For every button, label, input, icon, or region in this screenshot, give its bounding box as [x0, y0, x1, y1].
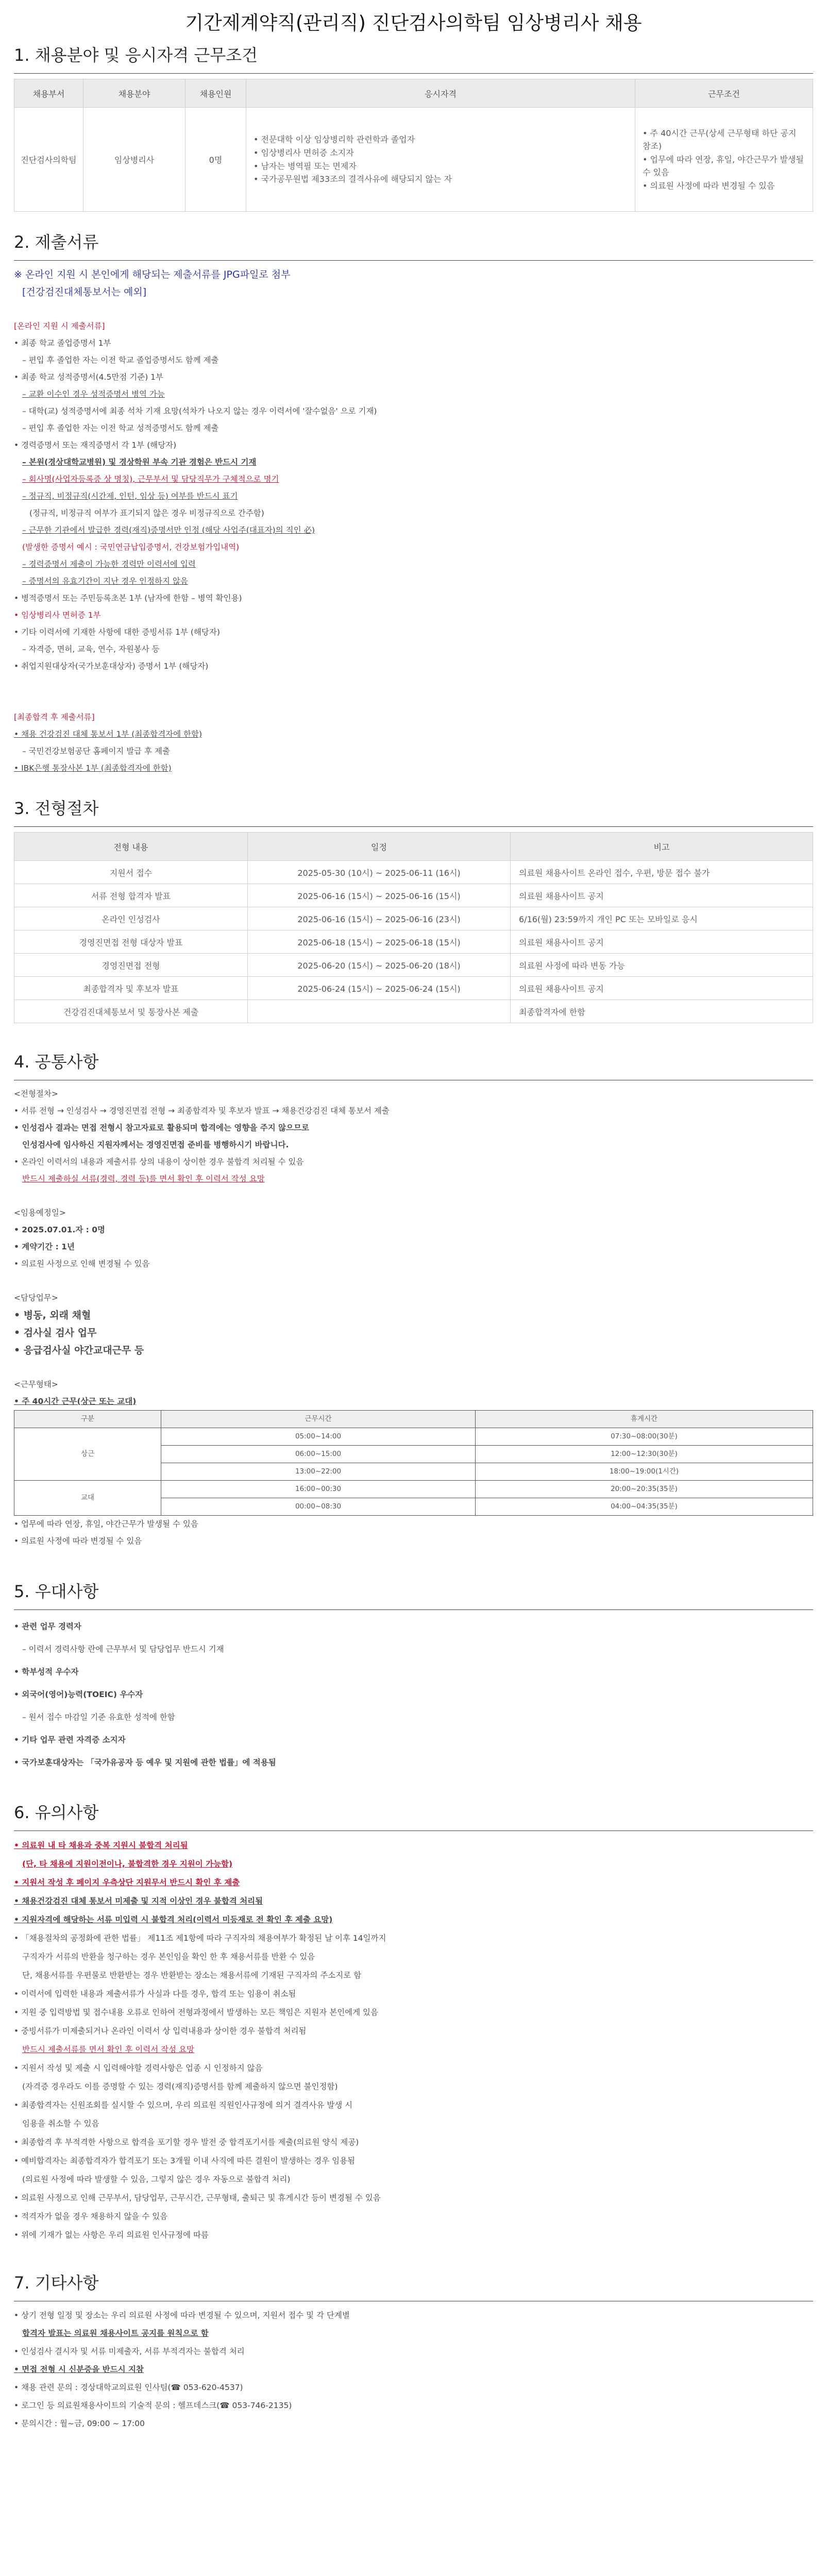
- list-item: • 학부성적 우수자: [14, 1667, 79, 1676]
- cell-step: 최종합격자 및 후보자 발표: [14, 977, 248, 1000]
- section-title-3: 3. 전형절차: [14, 792, 813, 827]
- cell-date: 2025-06-16 (15시) ~ 2025-06-16 (15시): [248, 884, 511, 907]
- cell-hours: 13:00~22:00: [161, 1463, 476, 1481]
- list-item: • 의료원 사정에 따라 변경될 수 있음: [643, 179, 805, 193]
- list-item: • 적격자가 없을 경우 채용하지 않을 수 있음: [14, 2212, 168, 2221]
- list-item: (단, 타 채용에 지원이전이나, 불합격한 경우 지원이 가능함): [22, 1859, 233, 1869]
- list-item: • 로그인 등 의료원채용사이트의 기술적 문의 : 헬프데스크(☎ 053-746-2135): [14, 2401, 292, 2410]
- col-header: 휴게시간: [476, 1411, 813, 1428]
- table-row: [14, 977, 813, 1000]
- list-item: • 지원 중 입력방법 및 접수내용 오류로 인하여 전형과정에서 발생하는 모든 책임은 지원자 본인에게 있음: [14, 2008, 378, 2017]
- table-row: [14, 907, 813, 930]
- list-item: • 「채용절차의 공정화에 관한 법률」 제11조 제1항에 따라 구직자의 채용여부가 확정된 날 이후 14일까지: [14, 1934, 386, 1943]
- list-item: • 업무에 따라 연장, 휴일, 야간근무가 발생될 수 있음: [643, 153, 805, 179]
- cell-note: 의료원 채용사이트 온라인 접수, 우편, 방문 접수 불가: [511, 861, 813, 884]
- col-header: 비고: [511, 833, 813, 861]
- list-item: – 교환 이수인 경우 성적증명서 병역 가능: [22, 389, 165, 399]
- submit-docs: [14, 266, 813, 777]
- cell-type: 상근: [14, 1428, 161, 1481]
- list-item: • 남자는 병역필 또는 면제자: [254, 160, 628, 173]
- cell-field: 임상병리사: [83, 108, 185, 212]
- list-item: • 외국어(영어)능력(TOEIC) 우수자: [14, 1690, 143, 1699]
- cell-step: 지원서 접수: [14, 861, 248, 884]
- cell-step: 온라인 인성검사: [14, 907, 248, 930]
- list-item: • 채용 관련 문의 : 경상대학교의료원 인사팀(☎ 053-620-4537): [14, 2383, 243, 2392]
- col-header: 근무시간: [161, 1411, 476, 1428]
- section-title-2: 2. 제출서류: [14, 226, 813, 261]
- list-item: 구직자가 서류의 반환을 청구하는 경우 본인임을 확인 한 후 채용서류를 반환 수 있음: [22, 1952, 315, 1961]
- list-item: (발생한 증명서 예시 : 국민연금납입증명서, 건강보험가입내역): [22, 543, 240, 552]
- list-item: • 온라인 이력서의 내용과 제출서류 상의 내용이 상이한 경우 불합격 처리될 수 있음: [14, 1157, 304, 1166]
- table-row: [14, 108, 813, 212]
- cell-date: 2025-06-16 (15시) ~ 2025-06-16 (23시): [248, 907, 511, 930]
- col-header: 전형 내용: [14, 833, 248, 861]
- list-item: • 국가공무원법 제33조의 결격사유에 해당되지 않는 자: [254, 173, 628, 186]
- cell-conditions: [635, 108, 813, 212]
- list-item: • 최종합격자는 신원조회를 실시할 수 있으며, 우리 의료원 직원인사규정에 의거 결격사유 발생 시: [14, 2100, 353, 2110]
- recruit-table: [14, 79, 813, 212]
- list-item: • 임상병리사 면허증 소지자: [254, 146, 628, 160]
- table-row: [14, 884, 813, 907]
- list-item: • 주 40시간 근무(상세 근무형태 하단 공지 참조): [643, 127, 805, 153]
- col-header: 채용인원: [185, 79, 246, 108]
- cell-note: 6/16(월) 23:59까지 개인 PC 또는 모바일로 응시: [511, 907, 813, 930]
- list-item: • 기타 업무 관련 자격증 소지자: [14, 1735, 126, 1744]
- notice-line: ※ 온라인 지원 시 본인에게 해당되는 제출서류를 JPG파일로 첨부: [14, 269, 291, 280]
- cell-step: 경영진면접 전형 대상자 발표: [14, 930, 248, 954]
- list-item: – 원서 접수 마감일 기준 유효한 성적에 한함: [22, 1713, 175, 1722]
- subheading: <전형절차>: [14, 1089, 58, 1098]
- cell-count: 0명: [185, 108, 246, 212]
- list-item: – 근무한 기관에서 발급한 경력(재직)증명서만 인정 (해당 사업주(대표자)의 직인 必): [22, 526, 315, 535]
- cell-date: 2025-06-20 (15시) ~ 2025-06-20 (18시): [248, 954, 511, 977]
- list-item: • 채용 건강검진 대체 통보서 1부 (최종합격자에 한함): [14, 730, 202, 739]
- list-item: • 병동, 외래 채혈: [14, 1310, 91, 1321]
- col-header: 응시자격: [246, 79, 635, 108]
- list-item: • 지원서 작성 후 페이지 우측상단 지원무서 반드시 확인 후 제출: [14, 1878, 240, 1887]
- list-item: – 편입 후 졸업한 자는 이전 학교 졸업증명서도 함께 제출: [22, 355, 219, 365]
- list-item: • 최종 학교 성적증명서(4.5만점 기준) 1부: [14, 372, 164, 382]
- list-item: • 지원자격에 해당하는 서류 미입력 시 불합격 처리(이력서 미등재로 전 확인 후 제출 요망): [14, 1915, 333, 1924]
- list-item: • 의료원 내 타 채용과 중복 지원시 불합격 처리됨: [14, 1841, 188, 1850]
- table-row: [14, 1428, 813, 1446]
- cell-break: 18:00~19:00(1시간): [476, 1463, 813, 1481]
- list-item: (자격증 경우라도 이를 증명할 수 있는 경력(재직)증명서를 함께 제출하지 않으면 불인정함): [22, 2082, 338, 2091]
- subheading: <담당업무>: [14, 1293, 58, 1302]
- list-item: • 최종 학교 졸업증명서 1부: [14, 338, 111, 348]
- section-title-1: 1. 채용분야 및 응시자격 근무조건: [14, 39, 813, 74]
- subheading: <임용예정일>: [14, 1208, 66, 1217]
- list-item: – 자격증, 면허, 교육, 연수, 자원봉사 등: [22, 645, 160, 654]
- list-item: – 본원(경상대학교병원) 및 경상학원 부속 기관 경험은 반드시 기재: [22, 457, 257, 467]
- list-item: (의료원 사정에 따라 발생할 수 있음, 그렇지 않은 경우 자동으로 불합격 처리): [22, 2175, 291, 2184]
- cell-dept: 진단검사의학팀: [14, 108, 83, 212]
- table-header-row: [14, 79, 813, 108]
- cell-note: 의료원 채용사이트 공지: [511, 884, 813, 907]
- table-row: [14, 1481, 813, 1498]
- list-item: • 의료원 사정으로 인해 변경될 수 있음: [14, 1259, 150, 1268]
- cell-hours: 16:00~00:30: [161, 1481, 476, 1498]
- cell-type: 교대: [14, 1481, 161, 1516]
- list-item: • 응급검사실 야간교대근무 등: [14, 1345, 144, 1356]
- process-table: [14, 832, 813, 1023]
- table-header-row: [14, 1411, 813, 1428]
- table-header-row: [14, 833, 813, 861]
- list-item: • 계약기간 : 1년: [14, 1242, 75, 1251]
- list-item: • 이력서에 입력한 내용과 제출서류가 사실과 다를 경우, 합격 또는 임용이 취소됨: [14, 1989, 296, 1998]
- col-header: 일정: [248, 833, 511, 861]
- list-item: – 편입 후 졸업한 자는 이전 학교 성적증명서도 함께 제출: [22, 423, 219, 433]
- list-item: • 의료원 사정으로 인해 근무부서, 담당업무, 근무시간, 근무형태, 출퇴근 및 휴게시간 등이 변경될 수 있음: [14, 2193, 381, 2202]
- section-title-6: 6. 유의사항: [14, 1797, 813, 1831]
- list-item: • 관련 업무 경력자: [14, 1622, 81, 1631]
- cell-quals: [246, 108, 635, 212]
- list-item: 단, 채용서류를 우편물로 반환받는 경우 반환받는 장소는 채용서류에 기재된 구직자의 주소지로 함: [22, 1971, 362, 1980]
- list-item: • 국가보훈대상자는 「국가유공자 등 예우 및 지원에 관한 법률」에 적용됨: [14, 1758, 276, 1767]
- quals-list: [254, 133, 628, 185]
- list-item: • 2025.07.01.자 : 0명: [14, 1225, 105, 1234]
- col-header: 채용분야: [83, 79, 185, 108]
- list-item: (정규직, 비정규직 여부가 표기되지 않은 경우 비정규직으로 간주함): [29, 509, 264, 518]
- cell-note: 의료원 채용사이트 공지: [511, 977, 813, 1000]
- cell-hours: 06:00~15:00: [161, 1446, 476, 1463]
- list-item: • 전문대학 이상 임상병리학 관련학과 졸업자: [254, 133, 628, 146]
- cell-break: 07:30~08:00(30분): [476, 1428, 813, 1446]
- list-item: – 이력서 경력사항 란에 근무부서 및 담당업무 반드시 기재: [22, 1645, 224, 1654]
- list-item: – 경력증명서 제출이 가능한 경력만 이력서에 입력: [22, 560, 196, 569]
- list-item: – 증명서의 유효기간이 지난 경우 인정하지 않음: [22, 577, 188, 586]
- col-header: 채용부서: [14, 79, 83, 108]
- list-item: • 채용건강검진 대체 통보서 미제출 및 지적 이상인 경우 불합격 처리됨: [14, 1896, 263, 1906]
- list-item: • 경력증명서 또는 재직증명서 각 1부 (해당자): [14, 440, 177, 450]
- notice-line: [건강검진대체통보서는 예외]: [22, 286, 147, 298]
- table-row: [14, 861, 813, 884]
- cell-date: [248, 1000, 511, 1023]
- subheading: [최종합격 후 제출서류]: [14, 713, 95, 722]
- list-item: – 국민건강보험공단 홈페이지 발급 후 제출: [22, 747, 170, 756]
- cell-step: 경영진면접 전형: [14, 954, 248, 977]
- section-title-5: 5. 우대사항: [14, 1575, 813, 1610]
- list-item: • IBK은행 통장사본 1부 (최종합격자에 한함): [14, 764, 172, 773]
- preference-section: [14, 1615, 813, 1774]
- table-row: [14, 930, 813, 954]
- list-item: 인성검사에 임사하신 지원자께서는 경영진면접 준비를 병행하시기 바랍니다.: [22, 1140, 289, 1149]
- list-item: 반드시 제출서류를 면서 확인 후 이력서 작성 요망: [22, 2045, 194, 2054]
- list-item: • 서류 전형 → 인성검사 → 경영진면접 전형 → 최종합격자 및 후보자 발표 → 채용건강검진 대체 통보서 제출: [14, 1106, 390, 1115]
- col-header: 근무조건: [635, 79, 813, 108]
- list-item: 합격자 발표는 의료원 채용사이트 공지를 원칙으로 함: [22, 2329, 209, 2338]
- cell-date: 2025-05-30 (10시) ~ 2025-06-11 (16시): [248, 861, 511, 884]
- list-item: • 중빙서류가 미제출되거나 온라인 이력서 상 입력내용과 상이한 경우 불합격 처리됨: [14, 2026, 307, 2036]
- cell-note: 의료원 채용사이트 공지: [511, 930, 813, 954]
- cell-step: 서류 전형 합격자 발표: [14, 884, 248, 907]
- etc-section: [14, 2307, 813, 2433]
- cell-note: 의료원 사정에 따라 변동 가능: [511, 954, 813, 977]
- list-item: – 정규직, 비정규직(시간제, 인턴, 임상 등) 여부를 반드시 표기: [22, 492, 238, 501]
- table-row: [14, 1000, 813, 1023]
- list-item: • 면접 전형 시 신분증을 반드시 지참: [14, 2365, 144, 2374]
- list-item: 반드시 제출하실 서류(경력, 경력 등)를 면서 확인 후 이력서 작성 요망: [22, 1174, 265, 1183]
- list-item: – 대학(교) 성적증명서에 최종 석차 기재 요망(석차가 나오지 않는 경우 이력서에 '잘수없음' 으로 기재): [22, 406, 377, 416]
- cell-hours: 00:00~08:30: [161, 1498, 476, 1516]
- list-item: • 상기 전형 일정 및 장소는 우리 의료원 사정에 따라 변경될 수 있으며, 지원서 접수 및 각 단계별: [14, 2311, 350, 2320]
- section-title-7: 7. 기타사항: [14, 2267, 813, 2301]
- cell-note: 최종합격자에 한함: [511, 1000, 813, 1023]
- list-item: • 지원서 작성 및 제출 시 입력해야할 경력사항은 업종 시 인정하지 않음: [14, 2063, 263, 2073]
- col-header: 구분: [14, 1411, 161, 1428]
- caution-section: [14, 1836, 813, 2244]
- cell-break: 12:00~12:30(30분): [476, 1446, 813, 1463]
- cell-date: 2025-06-24 (15시) ~ 2025-06-24 (15시): [248, 977, 511, 1000]
- section-title-4: 4. 공통사항: [14, 1046, 813, 1080]
- list-item: • 취업지원대상자(국가보훈대상자) 증명서 1부 (해당자): [14, 662, 209, 671]
- list-item: – 회사명(사업자등록증 상 명칭), 근무부서 및 담당직무가 구체적으로 명기: [22, 474, 279, 484]
- common-section: [14, 1086, 813, 1550]
- list-item: • 기타 이력서에 기재한 사항에 대한 증빙서류 1부 (해당자): [14, 628, 220, 637]
- list-item: • 위에 기재가 없는 사항은 우리 의료원 인사규정에 따름: [14, 2230, 209, 2240]
- list-item: • 문의시간 : 월~금, 09:00 ~ 17:00: [14, 2419, 145, 2428]
- list-item: • 인성검사 결과는 면접 전형시 참고자료로 활용되며 합격에는 영향을 주지 않으므로: [14, 1123, 309, 1132]
- subheading: [온라인 지원 시 제출서류]: [14, 321, 105, 331]
- list-item: • 병적증명서 또는 주민등록초본 1부 (남자에 한함 – 병역 확인용): [14, 594, 242, 603]
- subheading: <근무형태>: [14, 1380, 58, 1389]
- cell-break: 20:00~20:35(35분): [476, 1481, 813, 1498]
- list-item: • 임상병리사 면허증 1부: [14, 611, 101, 620]
- list-item: • 예비합격자는 최종합격자가 합격포기 또는 3개월 이내 사직에 따른 결원이 발생하는 경우 임용됨: [14, 2156, 356, 2165]
- conds-list: [643, 127, 805, 193]
- list-item: • 주 40시간 근무(상근 또는 교대): [14, 1397, 137, 1406]
- list-item: • 업무에 따라 연장, 휴일, 야간근무가 발생될 수 있음: [14, 1519, 198, 1529]
- page-title: 기간제계약직(관리직) 진단검사의학팀 임상병리사 채용: [185, 12, 642, 34]
- table-row: [14, 954, 813, 977]
- list-item: 임용을 취소할 수 있음: [22, 2119, 99, 2128]
- list-item: • 의료원 사정에 따라 변경될 수 있음: [14, 1536, 142, 1546]
- list-item: • 검사실 검사 업무: [14, 1327, 97, 1338]
- cell-break: 04:00~04:35(35분): [476, 1498, 813, 1516]
- list-item: • 인성검사 결시자 및 서류 미제출자, 서류 부적격자는 불합격 처리: [14, 2347, 245, 2356]
- cell-step: 건강검진대체통보서 및 통장사본 제출: [14, 1000, 248, 1023]
- list-item: • 최종합격 후 부적격한 사항으로 합격을 포기할 경우 발전 중 합격포기서를 제출(의료원 양식 제공): [14, 2138, 359, 2147]
- work-schedule-table: [14, 1410, 813, 1516]
- cell-date: 2025-06-18 (15시) ~ 2025-06-18 (15시): [248, 930, 511, 954]
- cell-hours: 05:00~14:00: [161, 1428, 476, 1446]
